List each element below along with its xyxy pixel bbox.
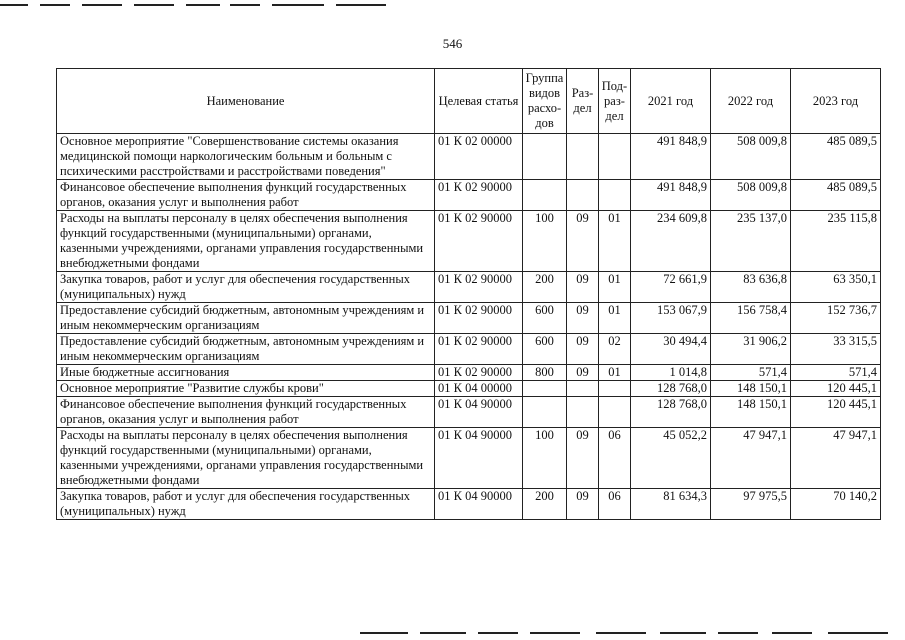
cell-section: 09 — [567, 211, 599, 272]
cell-target: 01 К 04 90000 — [435, 397, 523, 428]
cell-target: 01 К 02 90000 — [435, 365, 523, 381]
cell-2021: 81 634,3 — [631, 489, 711, 520]
cell-target: 01 К 04 90000 — [435, 489, 523, 520]
cell-2021: 128 768,0 — [631, 381, 711, 397]
scan-artifact-bottom — [0, 632, 905, 638]
cell-2021: 153 067,9 — [631, 303, 711, 334]
cell-subsection — [599, 397, 631, 428]
cell-2023: 47 947,1 — [791, 428, 881, 489]
cell-group — [523, 397, 567, 428]
cell-section — [567, 134, 599, 180]
table-row — [57, 211, 881, 272]
cell-section: 09 — [567, 365, 599, 381]
header-group: Группа видов расхо-дов — [523, 69, 567, 134]
cell-target: 01 К 04 90000 — [435, 428, 523, 489]
cell-subsection: 06 — [599, 428, 631, 489]
cell-section: 09 — [567, 272, 599, 303]
header-2022: 2022 год — [711, 69, 791, 134]
cell-2023: 120 445,1 — [791, 381, 881, 397]
cell-2023: 571,4 — [791, 365, 881, 381]
scan-dash — [772, 632, 812, 634]
cell-subsection — [599, 180, 631, 211]
cell-group: 800 — [523, 365, 567, 381]
header-2021: 2021 год — [631, 69, 711, 134]
cell-name: Закупка товаров, работ и услуг для обеспечения государственных (муниципальных) нужд — [57, 272, 435, 303]
table-row — [57, 303, 881, 334]
table-header-row — [57, 69, 881, 134]
cell-name: Предоставление субсидий бюджетным, автономным учреждениям и иным некоммерческим организациям — [57, 303, 435, 334]
cell-2023: 120 445,1 — [791, 397, 881, 428]
scan-dash — [134, 4, 174, 6]
cell-target: 01 К 02 90000 — [435, 272, 523, 303]
scan-dash — [336, 4, 386, 6]
cell-subsection: 01 — [599, 211, 631, 272]
cell-2021: 234 609,8 — [631, 211, 711, 272]
cell-subsection — [599, 381, 631, 397]
cell-subsection: 06 — [599, 489, 631, 520]
cell-2022: 508 009,8 — [711, 134, 791, 180]
cell-target: 01 К 02 90000 — [435, 211, 523, 272]
scan-dash — [828, 632, 888, 634]
table-row — [57, 397, 881, 428]
scan-dash — [82, 4, 122, 6]
cell-section: 09 — [567, 428, 599, 489]
cell-group — [523, 180, 567, 211]
cell-subsection: 01 — [599, 303, 631, 334]
scan-artifact-top — [0, 4, 905, 10]
cell-subsection: 02 — [599, 334, 631, 365]
table-row — [57, 381, 881, 397]
scan-dash — [478, 632, 518, 634]
cell-name: Закупка товаров, работ и услуг для обеспечения государственных (муниципальных) нужд — [57, 489, 435, 520]
cell-section: 09 — [567, 303, 599, 334]
cell-2022: 156 758,4 — [711, 303, 791, 334]
cell-2023: 235 115,8 — [791, 211, 881, 272]
cell-2021: 72 661,9 — [631, 272, 711, 303]
cell-name: Основное мероприятие "Развитие службы крови" — [57, 381, 435, 397]
cell-group: 200 — [523, 272, 567, 303]
cell-target: 01 К 02 90000 — [435, 334, 523, 365]
cell-name: Основное мероприятие "Совершенствование системы оказания медицинской помощи наркологическим больным и больным с психическими расстройствами и расстройствами поведения" — [57, 134, 435, 180]
cell-2022: 508 009,8 — [711, 180, 791, 211]
cell-2021: 128 768,0 — [631, 397, 711, 428]
table-row — [57, 428, 881, 489]
table-row — [57, 365, 881, 381]
scan-dash — [186, 4, 220, 6]
cell-group: 600 — [523, 334, 567, 365]
cell-2022: 235 137,0 — [711, 211, 791, 272]
header-target: Целевая статья — [435, 69, 523, 134]
table-row — [57, 272, 881, 303]
cell-subsection — [599, 134, 631, 180]
cell-subsection: 01 — [599, 365, 631, 381]
scan-dash — [596, 632, 646, 634]
cell-2022: 97 975,5 — [711, 489, 791, 520]
header-name: Наименование — [57, 69, 435, 134]
cell-target: 01 К 02 90000 — [435, 180, 523, 211]
cell-section — [567, 397, 599, 428]
header-section: Раз-дел — [567, 69, 599, 134]
scan-dash — [360, 632, 408, 634]
cell-section: 09 — [567, 334, 599, 365]
scan-dash — [40, 4, 70, 6]
cell-name: Предоставление субсидий бюджетным, автономным учреждениям и иным некоммерческим организациям — [57, 334, 435, 365]
cell-2023: 152 736,7 — [791, 303, 881, 334]
cell-section: 09 — [567, 489, 599, 520]
cell-name: Иные бюджетные ассигнования — [57, 365, 435, 381]
scan-dash — [660, 632, 706, 634]
cell-2021: 1 014,8 — [631, 365, 711, 381]
cell-2022: 47 947,1 — [711, 428, 791, 489]
cell-name: Финансовое обеспечение выполнения функций государственных органов, оказания услуг и выполнения работ — [57, 180, 435, 211]
cell-section — [567, 180, 599, 211]
cell-group: 100 — [523, 428, 567, 489]
scan-dash — [272, 4, 324, 6]
cell-2022: 148 150,1 — [711, 381, 791, 397]
cell-2023: 485 089,5 — [791, 180, 881, 211]
cell-group: 600 — [523, 303, 567, 334]
cell-2023: 70 140,2 — [791, 489, 881, 520]
cell-2022: 571,4 — [711, 365, 791, 381]
cell-2022: 83 636,8 — [711, 272, 791, 303]
cell-2022: 31 906,2 — [711, 334, 791, 365]
budget-table — [56, 68, 881, 520]
scan-dash — [530, 632, 580, 634]
scan-dash — [718, 632, 758, 634]
table-row — [57, 489, 881, 520]
cell-group — [523, 381, 567, 397]
page-number: 546 — [442, 36, 463, 51]
table-row — [57, 134, 881, 180]
cell-2021: 45 052,2 — [631, 428, 711, 489]
cell-name: Расходы на выплаты персоналу в целях обеспечения выполнения функций государственными (муниципальными) органами, казенными учреждениями, органами управления государственными внебюджетными фондами — [57, 211, 435, 272]
cell-target: 01 К 02 00000 — [435, 134, 523, 180]
cell-2023: 63 350,1 — [791, 272, 881, 303]
cell-name: Финансовое обеспечение выполнения функций государственных органов, оказания услуг и выполнения работ — [57, 397, 435, 428]
cell-target: 01 К 02 90000 — [435, 303, 523, 334]
table-row — [57, 334, 881, 365]
cell-2021: 491 848,9 — [631, 134, 711, 180]
cell-2021: 491 848,9 — [631, 180, 711, 211]
header-2023: 2023 год — [791, 69, 881, 134]
scan-dash — [420, 632, 466, 634]
cell-section — [567, 381, 599, 397]
cell-2021: 30 494,4 — [631, 334, 711, 365]
cell-subsection: 01 — [599, 272, 631, 303]
header-subsection: Под-раз-дел — [599, 69, 631, 134]
cell-2023: 33 315,5 — [791, 334, 881, 365]
cell-group: 200 — [523, 489, 567, 520]
cell-2022: 148 150,1 — [711, 397, 791, 428]
scan-dash — [230, 4, 260, 6]
cell-group — [523, 134, 567, 180]
cell-name: Расходы на выплаты персоналу в целях обеспечения выполнения функций государственными (муниципальными) органами, казенными учреждениями, органами управления государственными внебюджетными фондами — [57, 428, 435, 489]
cell-target: 01 К 04 00000 — [435, 381, 523, 397]
scan-dash — [0, 4, 28, 6]
table-row — [57, 180, 881, 211]
cell-group: 100 — [523, 211, 567, 272]
cell-2023: 485 089,5 — [791, 134, 881, 180]
